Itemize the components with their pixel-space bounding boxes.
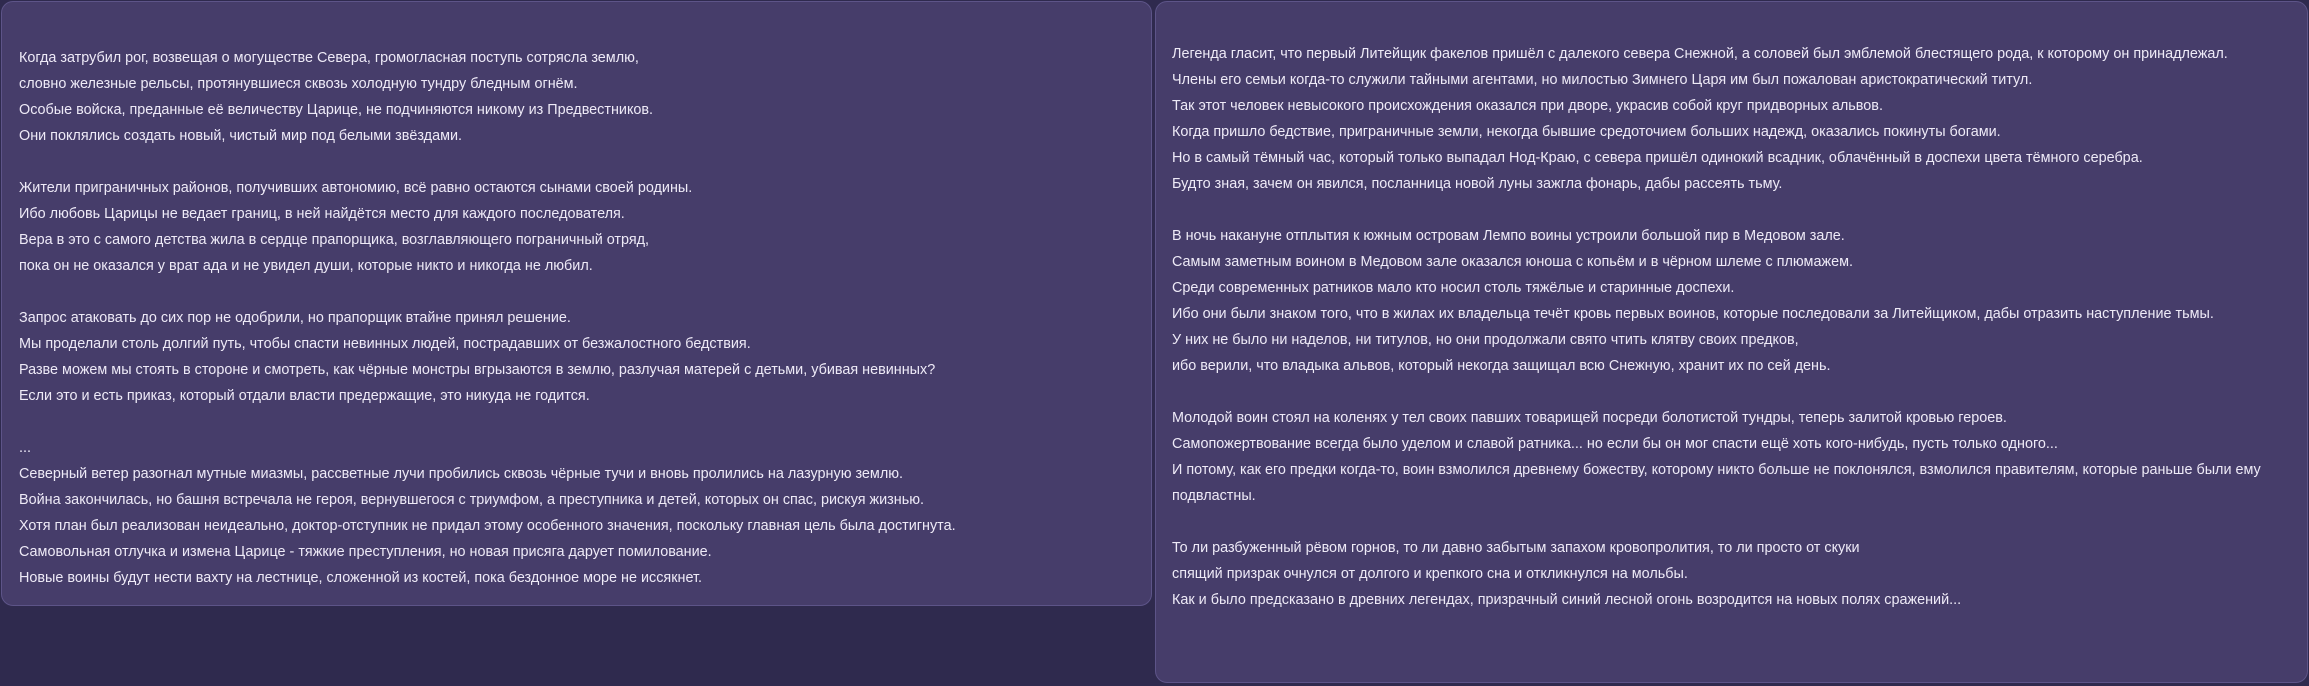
text-line: Ибо любовь Царицы не ведает границ, в ней найдётся место для каждого последователя. xyxy=(19,206,625,222)
text-line: Члены его семьи когда-то служили тайными агентами, но милостью Зимнего Царя им был пожалован аристократический титул. xyxy=(1172,72,2033,88)
paragraph xyxy=(1172,223,2291,379)
text-panel-right xyxy=(1155,1,2308,683)
paragraph xyxy=(19,45,1135,149)
text-line: Самым заметным воином в Медовом зале оказался юноша с копьём и в чёрном шлеме с плюмажем. xyxy=(1172,254,1853,270)
text-line: И потому, как его предки когда-то, воин взмолился древнему божеству, которому никто больше не поклонялся, взмолился правителям, которые раньше были ему подвластны. xyxy=(1172,462,2265,504)
text-line: У них не было ни наделов, ни титулов, но они продолжали свято чтить клятву своих предков, xyxy=(1172,332,1799,348)
paragraph xyxy=(19,435,1135,591)
text-line: Молодой воин стоял на коленях у тел своих павших товарищей посреди болотистой тундры, теперь залитой кровью героев. xyxy=(1172,410,2007,426)
text-panel-left xyxy=(1,1,1152,606)
text-line: Но в самый тёмный час, который только выпадал Нод-Краю, с севера пришёл одинокий всадник, облачённый в доспехи цвета тёмного серебра. xyxy=(1172,150,2143,166)
paragraph xyxy=(1172,405,2291,509)
text-line: ибо верили, что владыка альвов, который некогда защищал всю Снежную, хранит их по сей день. xyxy=(1172,358,1831,374)
text-line: словно железные рельсы, протянувшиеся сквозь холодную тундру бледным огнём. xyxy=(19,76,578,92)
text-line: Вера в это с самого детства жила в сердце прапорщика, возглавляющего пограничный отряд, xyxy=(19,232,650,248)
text-line: То ли разбуженный рёвом горнов, то ли давно забытым запахом кровопролития, то ли просто от скуки xyxy=(1172,540,1860,556)
text-line: Запрос атаковать до сих пор не одобрили, но прапорщик втайне принял решение. xyxy=(19,310,571,326)
paragraph xyxy=(19,305,1135,409)
text-line: Война закончилась, но башня встречала не героя, вернувшегося с триумфом, а преступника и детей, которых он спас, рискуя жизнью. xyxy=(19,492,925,508)
text-line: ... xyxy=(19,440,31,456)
text-line: Так этот человек невысокого происхождения оказался при дворе, украсив собой круг придворных альвов. xyxy=(1172,98,1883,114)
text-line: спящий призрак очнулся от долгого и крепкого сна и откликнулся на мольбы. xyxy=(1172,566,1688,582)
text-line: Они поклялись создать новый, чистый мир под белыми звёздами. xyxy=(19,128,463,144)
text-line: Когда пришло бедствие, приграничные земли, некогда бывшие средоточием больших надежд, оказались покинуты богами. xyxy=(1172,124,2001,140)
text-line: Будто зная, зачем он явился, посланница новой луны зажгла фонарь, дабы рассеять тьму. xyxy=(1172,176,1783,192)
text-line: Легенда гласит, что первый Литейщик факелов пришёл с далекого севера Снежной, а соловей был эмблемой блестящего рода, к которому он принадлежал. xyxy=(1172,46,2228,62)
text-line: Среди современных ратников мало кто носил столь тяжёлые и старинные доспехи. xyxy=(1172,280,1735,296)
text-line: Самовольная отлучка и измена Царице - тяжкие преступления, но новая присяга дарует помилование. xyxy=(19,544,712,560)
text-line: Жители приграничных районов, получивших автономию, всё равно остаются сынами своей родины. xyxy=(19,180,693,196)
text-line: В ночь накануне отплытия к южным островам Лемпо воины устроили большой пир в Медовом зале. xyxy=(1172,228,1845,244)
text-line: Разве можем мы стоять в стороне и смотреть, как чёрные монстры вгрызаются в землю, разлучая матерей с детьми, убивая невинных? xyxy=(19,362,936,378)
text-line: Особые войска, преданные её величеству Царице, не подчиняются никому из Предвестников. xyxy=(19,102,654,118)
paragraph xyxy=(1172,535,2291,613)
paragraph xyxy=(1172,41,2291,197)
text-line: Ибо они были знаком того, что в жилах их владельца течёт кровь первых воинов, которые последовали за Литейщиком, дабы отразить наступление тьмы. xyxy=(1172,306,2214,322)
text-line: пока он не оказался у врат ада и не увидел души, которые никто и никогда не любил. xyxy=(19,258,593,274)
text-line: Самопожертвование всегда было уделом и славой ратника... но если бы он мог спасти ещё хоть кого-нибудь, пусть только одного... xyxy=(1172,436,2058,452)
text-line: Хотя план был реализован неидеально, доктор-отступник не придал этому особенного значения, поскольку главная цель была достигнута. xyxy=(19,518,956,534)
text-line: Северный ветер разогнал мутные миазмы, рассветные лучи пробились сквозь чёрные тучи и вновь пролились на лазурную землю. xyxy=(19,466,904,482)
text-line: Как и было предсказано в древних легендах, призрачный синий лесной огонь возродится на новых полях сражений... xyxy=(1172,592,1962,608)
text-line: Когда затрубил рог, возвещая о могуществе Севера, громогласная поступь сотрясла землю, xyxy=(19,50,639,66)
paragraph xyxy=(19,175,1135,279)
text-line: Новые воины будут нести вахту на лестнице, сложенной из костей, пока бездонное море не иссякнет. xyxy=(19,570,702,586)
text-line: Мы проделали столь долгий путь, чтобы спасти невинных людей, пострадавших от безжалостного бедствия. xyxy=(19,336,751,352)
text-line: Если это и есть приказ, который отдали власти предержащие, это никуда не годится. xyxy=(19,388,590,404)
